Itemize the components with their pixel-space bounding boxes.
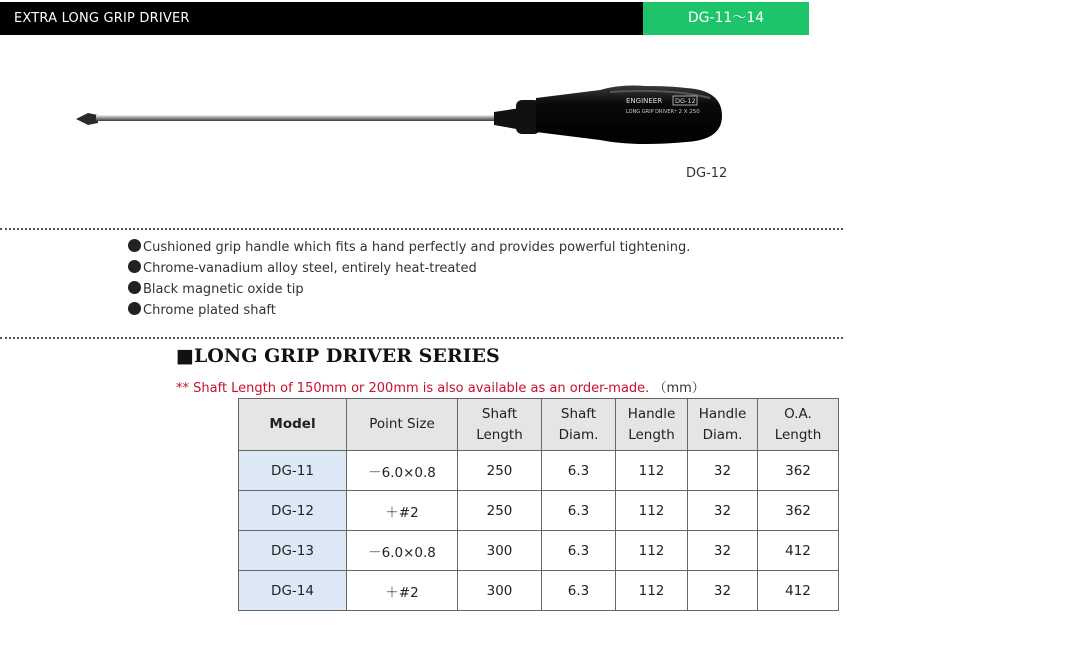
table-row [239, 451, 839, 491]
order-note-text: ** Shaft Length of 150mm or 200mm is also available as an order-made. [176, 381, 650, 396]
image-caption: DG-12 [686, 166, 728, 181]
handle-text: LONG GRIP DRIVER [626, 109, 675, 115]
cell-handle-diam: 32 [688, 531, 758, 571]
cell-oa-length: 362 [758, 451, 839, 491]
col-shaft-length: Shaft Length [458, 399, 542, 451]
table-row [239, 491, 839, 531]
cell-handle-length: 112 [616, 491, 688, 531]
table-header-row [239, 399, 839, 451]
feature-item: Cushioned grip handle which fits a hand perfectly and provides powerful tightening. [128, 237, 690, 258]
table-row [239, 571, 839, 611]
cell-handle-length: 112 [616, 451, 688, 491]
cell-shaft-length: 300 [458, 531, 542, 571]
feature-list [128, 237, 690, 321]
cell-shaft-diam: 6.3 [542, 571, 616, 611]
cell-oa-length: 412 [758, 571, 839, 611]
screwdriver-image [70, 70, 730, 160]
cell-point-size: ＋#2 [347, 491, 458, 531]
bullet-icon [128, 260, 141, 273]
cell-handle-diam: 32 [688, 571, 758, 611]
handle-brand: ENGINEER [626, 97, 663, 105]
handle-size: ＋2 X 250 [673, 109, 700, 115]
feature-item: Black magnetic oxide tip [128, 279, 690, 300]
table-row [239, 531, 839, 571]
cell-point-size: －6.0×0.8 [347, 531, 458, 571]
series-title: ■LONG GRIP DRIVER SERIES [176, 345, 500, 367]
cell-point-size: ＋#2 [347, 571, 458, 611]
col-shaft-diam: Shaft Diam. [542, 399, 616, 451]
feature-item: Chrome plated shaft [128, 300, 690, 321]
cell-model: DG-11 [239, 451, 347, 491]
col-point-size: Point Size [347, 399, 458, 451]
cell-model: DG-14 [239, 571, 347, 611]
cell-model: DG-12 [239, 491, 347, 531]
unit-label: （mm） [653, 381, 705, 396]
col-handle-diam: Handle Diam. [688, 399, 758, 451]
cell-handle-diam: 32 [688, 491, 758, 531]
col-handle-length: Handle Length [616, 399, 688, 451]
cell-point-size: －6.0×0.8 [347, 451, 458, 491]
col-model: Model [239, 399, 347, 451]
cell-shaft-length: 250 [458, 491, 542, 531]
cell-handle-length: 112 [616, 571, 688, 611]
page-title: EXTRA LONG GRIP DRIVER [14, 11, 190, 26]
cell-handle-diam: 32 [688, 451, 758, 491]
dotted-divider [0, 337, 843, 339]
model-range-badge: DG-11～14 [643, 2, 809, 35]
cell-handle-length: 112 [616, 531, 688, 571]
cell-shaft-length: 250 [458, 451, 542, 491]
cell-oa-length: 412 [758, 531, 839, 571]
cell-shaft-length: 300 [458, 571, 542, 611]
cell-shaft-diam: 6.3 [542, 451, 616, 491]
order-note [176, 377, 705, 396]
spec-table [238, 398, 839, 611]
bullet-icon [128, 281, 141, 294]
cell-shaft-diam: 6.3 [542, 531, 616, 571]
cell-shaft-diam: 6.3 [542, 491, 616, 531]
cell-oa-length: 362 [758, 491, 839, 531]
title-bar [0, 2, 643, 35]
cell-model: DG-13 [239, 531, 347, 571]
handle-model: DG-12 [675, 97, 696, 105]
bullet-icon [128, 239, 141, 252]
feature-item: Chrome-vanadium alloy steel, entirely heat-treated [128, 258, 690, 279]
dotted-divider [0, 228, 843, 230]
col-oa-length: O.A. Length [758, 399, 839, 451]
bullet-icon [128, 302, 141, 315]
